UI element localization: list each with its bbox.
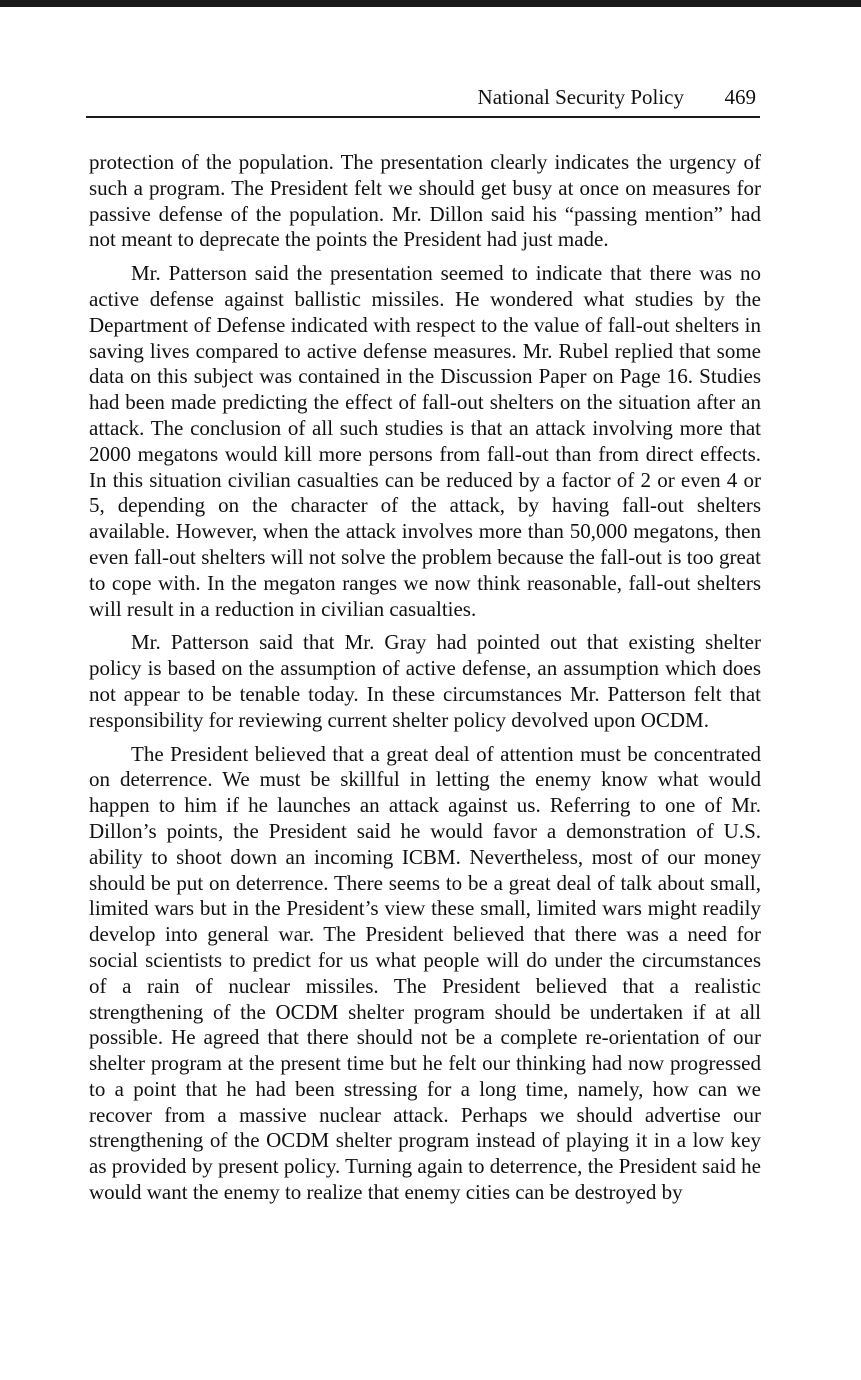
header-rule (86, 116, 760, 118)
paragraph: Mr. Patterson said the presentation seemed to indicate that there was no active defense against ballistic missiles. He wondered what studies by the Department of Defense indicated with respect to the value of fall-out shelters in saving lives compared to active defense measures. Mr. Rubel replied that some data on this subject was contained in the Discussion Paper on Page 16. Studies had been made predicting the effect of fall-out shelters on the situation after an attack. The conclusion of all such studies is that an attack involving more that 2000 megatons would kill more persons from fall-out than from direct effects. In this situation civilian casualties can be reduced by a factor of 2 or even 4 or 5, depending on the character of the attack, by having fall-out shelters available. However, when the attack involves more than 50,000 megatons, then even fall-out shelters will not solve the problem because the fall-out is too great to cope with. In the megaton ranges we now think reasonable, fall-out shelters will result in a reduction in civilian casualties. (89, 261, 761, 621)
page-number: 469 (724, 85, 756, 109)
running-title: National Security Policy (477, 85, 684, 109)
paragraph-continued: protection of the population. The presentation clearly indicates the urgency of such a program. The President felt we should get busy at once on measures for passive defense of the population. Mr. Dillon said his “passing mention” had not meant to deprecate the points the President had just made. (89, 150, 761, 252)
body-text (89, 150, 761, 1214)
paragraph: Mr. Patterson said that Mr. Gray had pointed out that existing shelter policy is based on the assumption of active defense, an assumption which does not appear to be tenable today. In these circumstances Mr. Patterson felt that responsibility for reviewing current shelter policy devolved upon OCDM. (89, 630, 761, 732)
paragraph: The President believed that a great deal of attention must be concentrated on deterrence. We must be skillful in letting the enemy know what would happen to him if he launches an attack against us. Referring to one of Mr. Dillon’s points, the President said he would favor a demonstration of U.S. ability to shoot down an incoming ICBM. Nevertheless, most of our money should be put on deterrence. There seems to be a great deal of talk about small, limited wars but in the President’s view these small, limited wars might readily develop into general war. The President believed that there was a need for social scientists to predict for us what people will do under the circumstances of a rain of nuclear missiles. The President believed that a realistic strengthening of the OCDM shelter program should be undertaken if at all possible. He agreed that there should not be a complete re-orientation of our shelter program at the present time but he felt our thinking had now progressed to a point that he had been stressing for a long time, namely, how can we recover from a massive nuclear attack. Perhaps we should advertise our strengthening of the OCDM shelter program instead of playing it in a low key as provided by present policy. Turning again to deterrence, the President said he would want the enemy to realize that enemy cities can be destroyed by (89, 741, 761, 1205)
running-header (88, 84, 760, 110)
page-top-edge (0, 0, 861, 7)
